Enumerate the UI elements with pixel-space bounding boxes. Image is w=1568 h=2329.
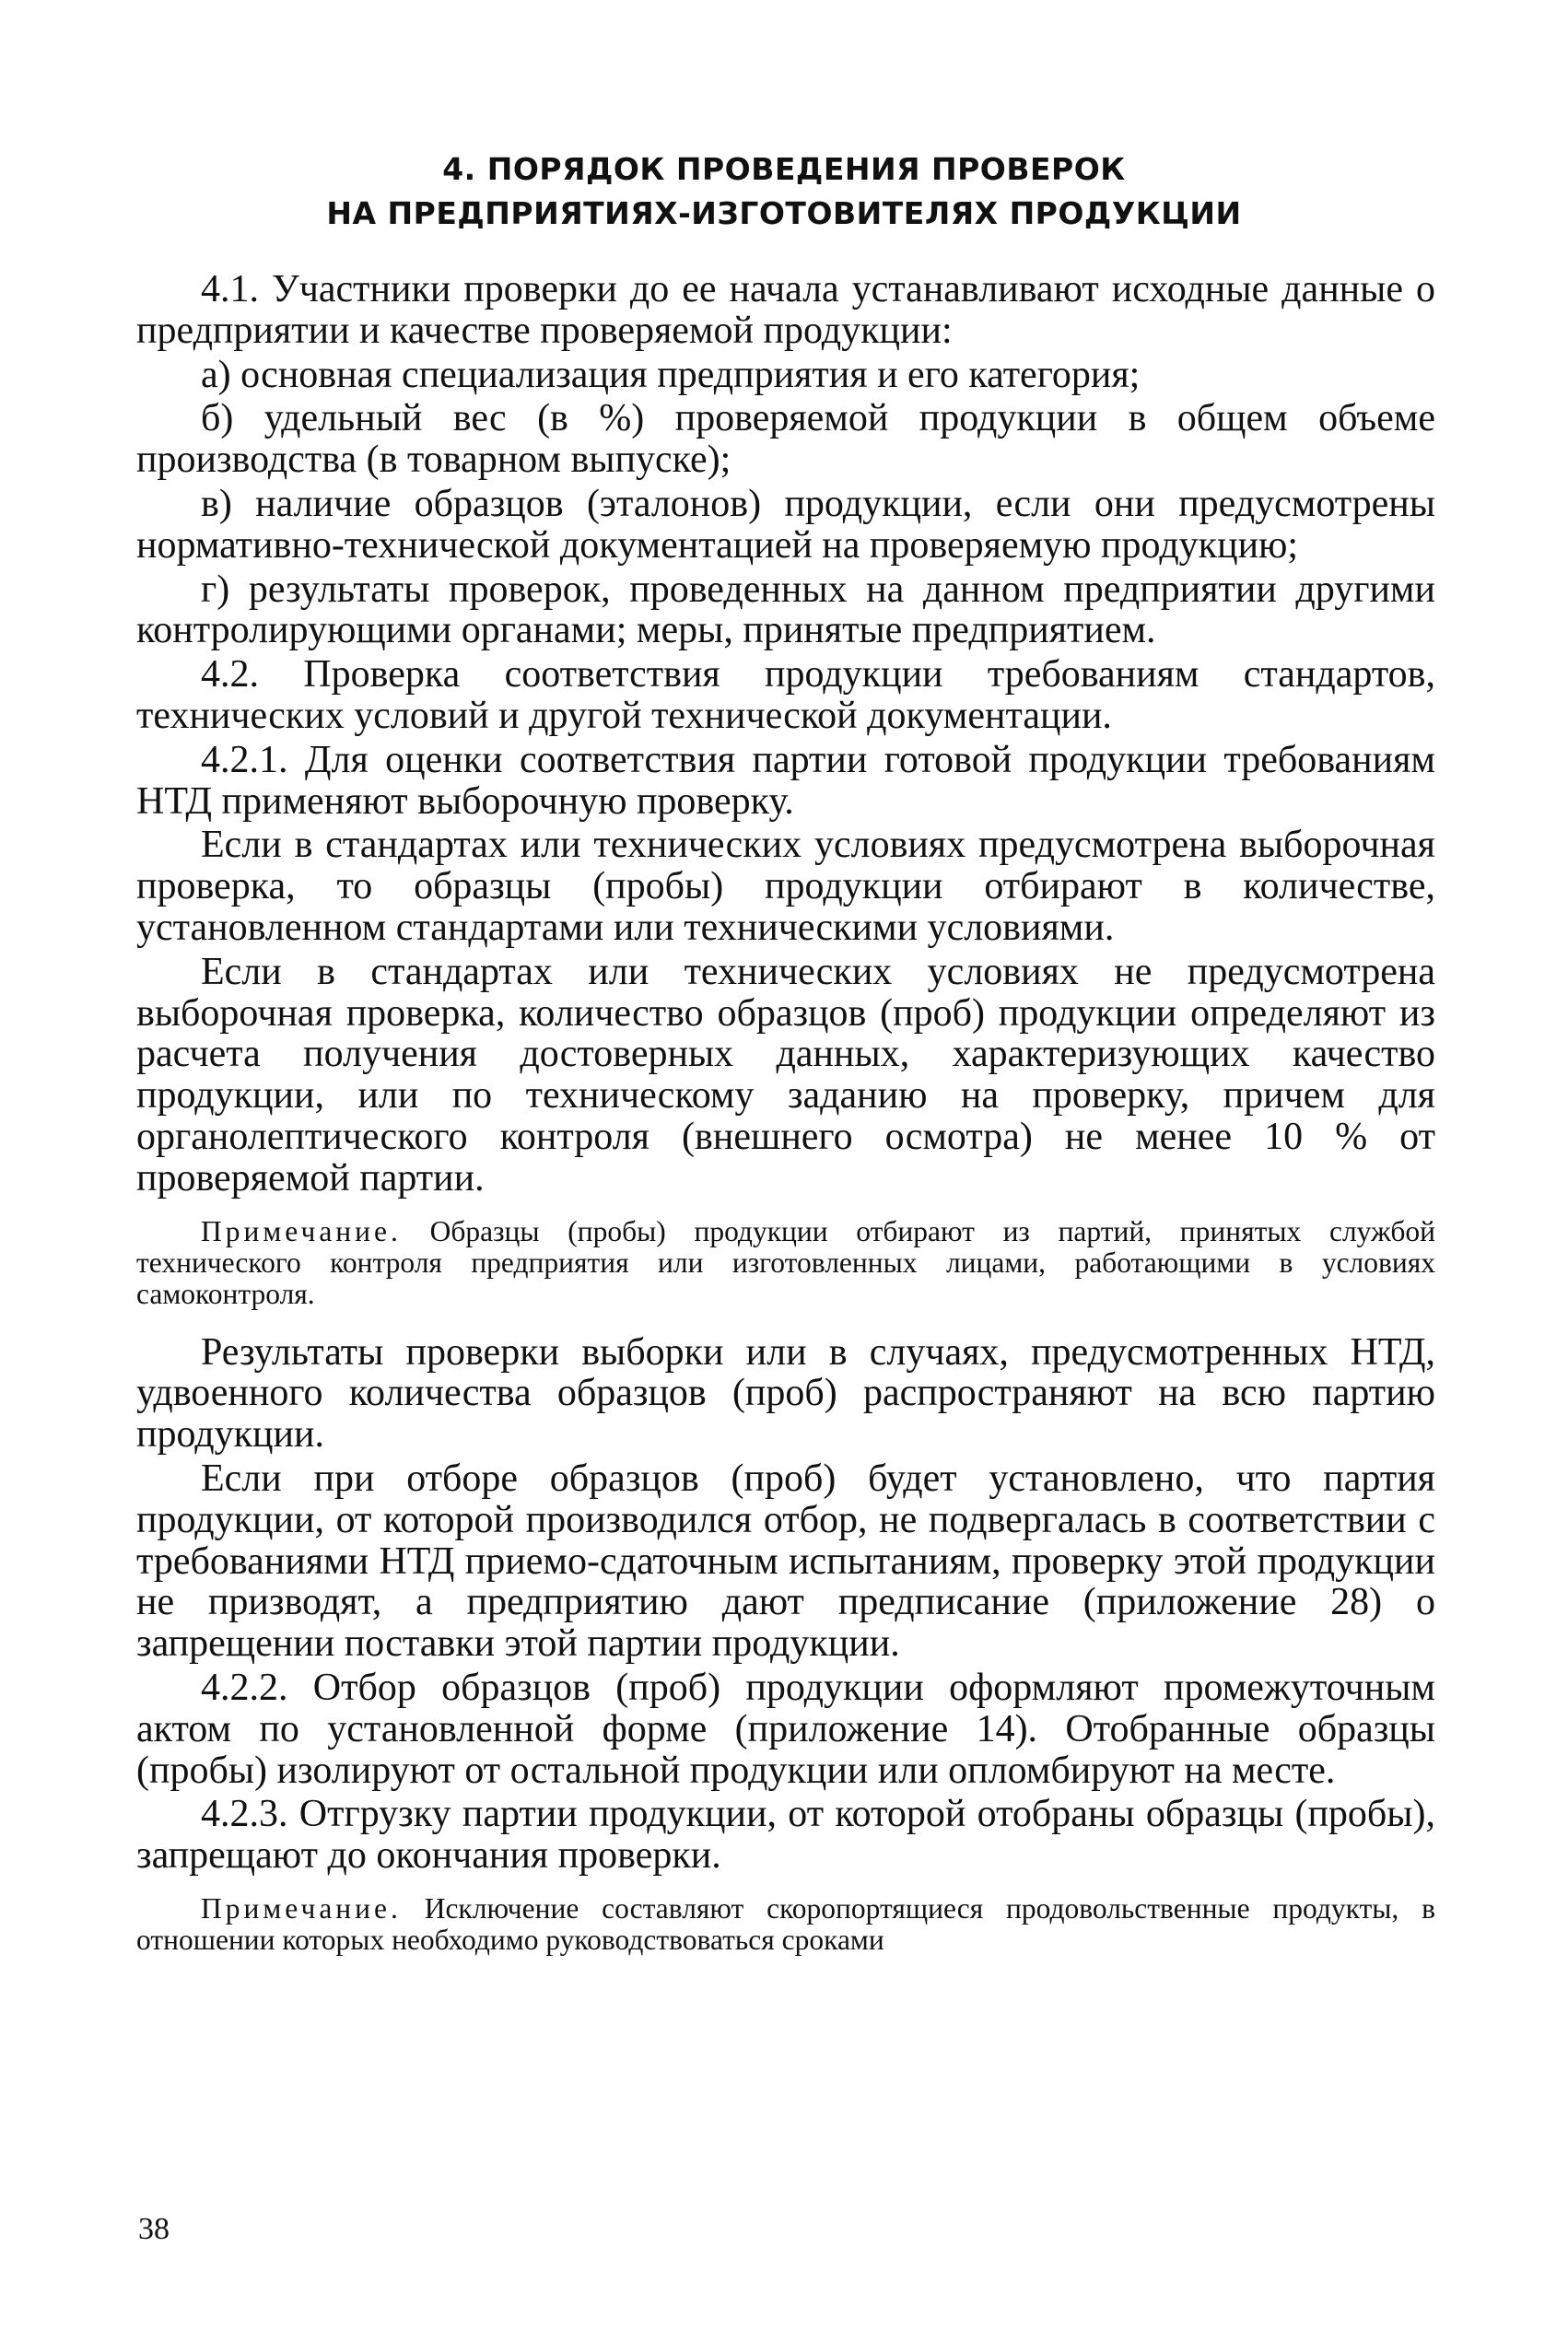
- paragraph-results: Результаты проверки выборки или в случаях, предусмотренных НТД, удвоенного количества образцов (проб) распространяют на всю партию продукции.: [136, 1330, 1435, 1457]
- note-1-text: Образцы (пробы) продукции отбирают из партий, принятых службой технического контроля предприятия или изготовленных лицами, работающими в условиях самоконтроля.: [136, 1214, 1435, 1310]
- paragraph-4-2-3: 4.2.3. Отгрузку партии продукции, от которой отобраны образцы (пробы), запрещают до окончания проверки.: [136, 1793, 1435, 1878]
- paragraph-4-2-1: 4.2.1. Для оценки соответствия партии готовой продукции требованиям НТД применяют выборочную проверку.: [136, 738, 1435, 823]
- list-item-b: б) удельный вес (в %) проверяемой продукции в общем объеме производства (в товарном выпуске);: [136, 397, 1435, 482]
- paragraph-4-2: 4.2. Проверка соответствия продукции требованиям стандартов, технических условий и другой технической документации.: [136, 653, 1435, 737]
- note-1-label: Примечание.: [201, 1214, 402, 1247]
- list-item-v: в) наличие образцов (эталонов) продукции, если они предусмотрены нормативно-технической документацией на проверяемую продукцию;: [136, 482, 1435, 567]
- page-number: 38: [138, 2212, 170, 2246]
- paragraph-sampling-provided: Если в стандартах или технических условиях предусмотрена выборочная проверка, то образцы (пробы) продукции отбирают в количестве, установленном стандартами или техническими условиями.: [136, 824, 1435, 949]
- note-1: [136, 1216, 1435, 1310]
- section-heading: [138, 147, 1430, 236]
- note-2-text: Исключение составляют скоропортящиеся продовольственные продукты, в отношении которых необходимо руководствоваться сроками: [136, 1891, 1435, 1956]
- paragraph-sampling-not-provided: Если в стандартах или технических условиях не предусмотрена выборочная проверка, количество образцов (проб) продукции определяют из расчета получения достоверных данных, характеризующих качество продукции, или по техническому заданию на проверку, причем для органолептического контроля (внешнего осмотра) не менее 10 % от проверяемой партии.: [136, 950, 1435, 1200]
- paragraph-4-2-2: 4.2.2. Отбор образцов (проб) продукции оформляют промежуточным актом по установленной форме (приложение 14). Отобранные образцы (пробы) изолируют от остальной продукции или опломбируют на месте.: [136, 1666, 1435, 1792]
- note-2: [136, 1893, 1435, 1956]
- note-2-label: Примечание.: [201, 1891, 402, 1925]
- list-item-g: г) результаты проверок, проведенных на данном предприятии другими контролирующими органами; меры, принятые предприятием.: [136, 568, 1435, 652]
- section-heading-line-2: НА ПРЕДПРИЯТИЯХ-ИЗГОТОВИТЕЛЯХ ПРОДУКЦИИ: [326, 195, 1242, 231]
- paragraph-no-acceptance-tests: Если при отборе образцов (проб) будет установлено, что партия продукции, от которой производился отбор, не подвергалась в соответствии с требованиями НТД приемо-сдаточным испытаниям, проверку этой продукции не призводят, а предприятию дают предписание (приложение 28) о запрещении поставки этой партии продукции.: [136, 1457, 1435, 1666]
- paragraph-4-1: 4.1. Участники проверки до ее начала устанавливают исходные данные о предприятии и качестве проверяемой продукции:: [136, 268, 1435, 352]
- document-body: [136, 269, 1435, 1978]
- section-heading-line-1: 4. ПОРЯДОК ПРОВЕДЕНИЯ ПРОВЕРОК: [442, 151, 1126, 187]
- list-item-a: а) основная специализация предприятия и его категория;: [201, 353, 1141, 396]
